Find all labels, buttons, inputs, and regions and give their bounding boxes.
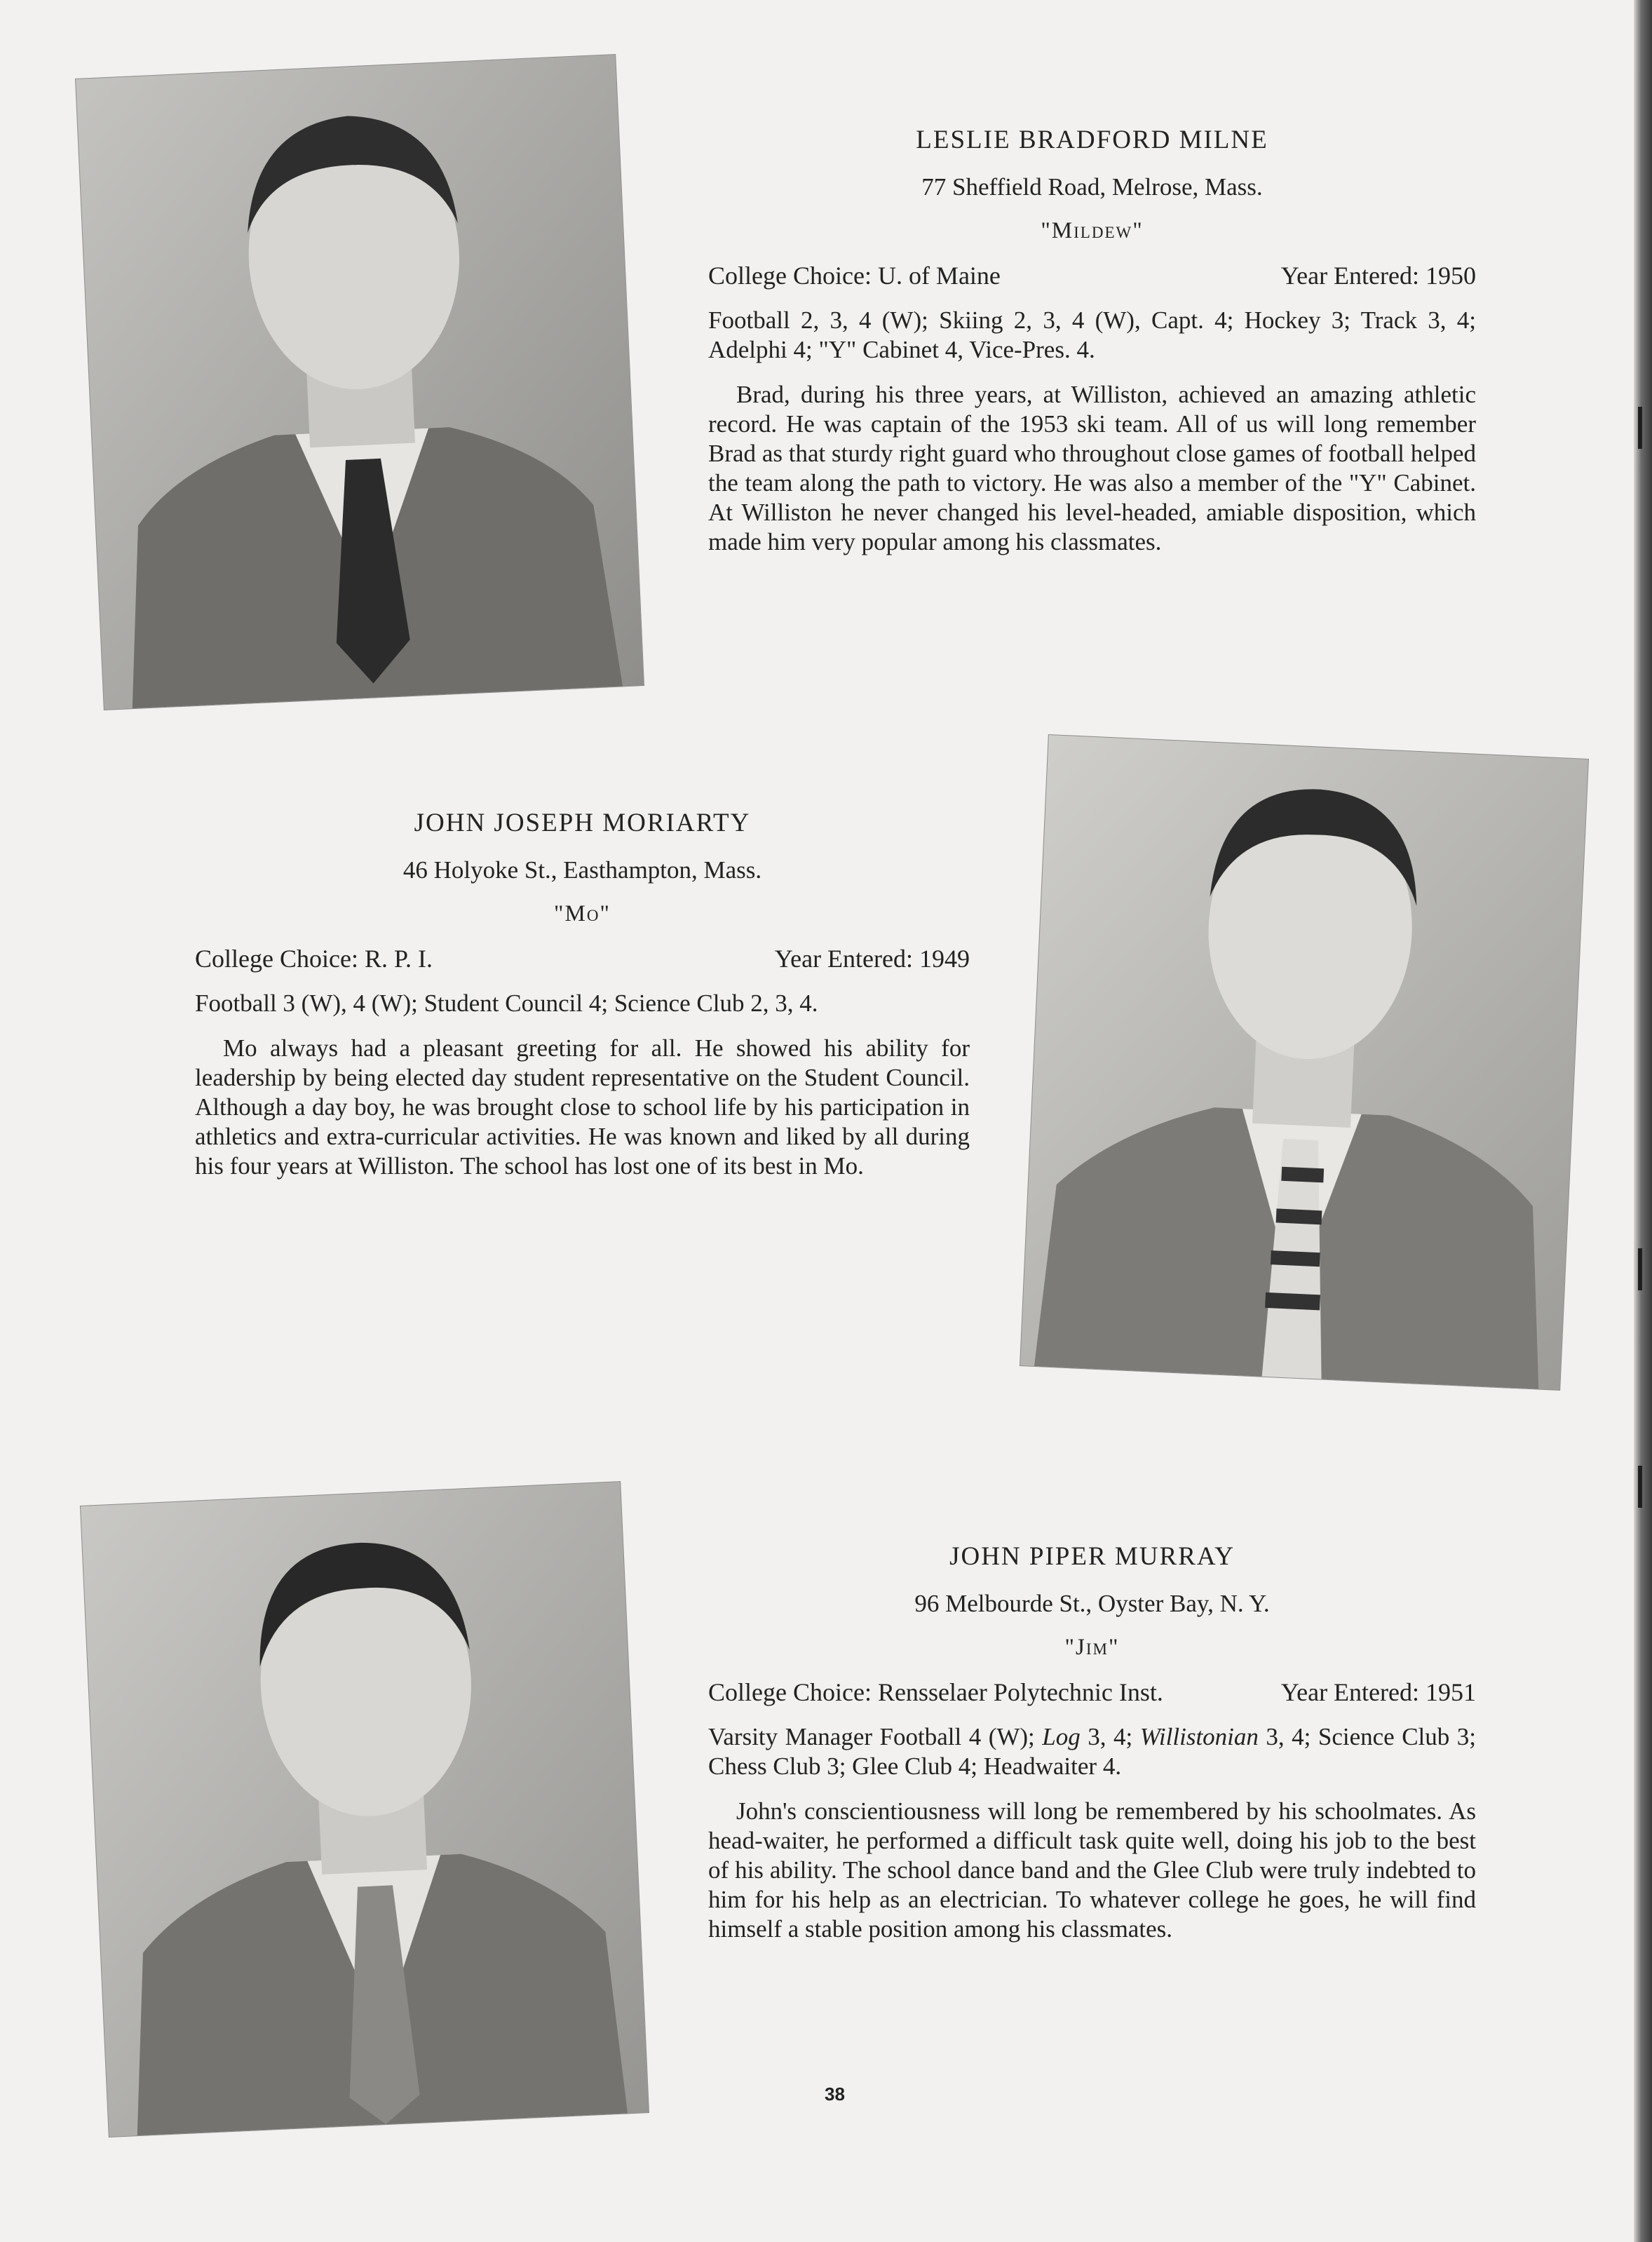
student-name: LESLIE BRADFORD MILNE	[916, 126, 1268, 154]
student-name: JOHN JOSEPH MORIARTY	[414, 809, 751, 837]
activities-text: 3, 4;	[1080, 1723, 1140, 1750]
student-activities: Football 3 (W), 4 (W); Student Council 4; Science Club 2, 3, 4.	[195, 990, 818, 1017]
student-name: JOHN PIPER MURRAY	[949, 1542, 1235, 1571]
activities-publication: Log	[1042, 1723, 1081, 1750]
student-nickname: "Mildew"	[1041, 218, 1144, 243]
activities-publication: Willistonian	[1139, 1723, 1259, 1750]
student-nickname: "Jim"	[1064, 1635, 1120, 1660]
student-bio: Mo always had a pleasant greeting for all. He showed his ability for leadership by being elected day student representative on the Student Council. Although a day boy, he was brought close to school life by his participation in athletics and extra-curricular activities. He was known and liked by all during his four years at Williston. The school has lost one of its best in Mo.	[195, 1034, 970, 1180]
activities-text: 3, 4; Science Club 3; Chess Club 3; Glee Club 4; Headwaiter 4.	[708, 1723, 1476, 1780]
student-entry-milne	[708, 125, 1476, 557]
college-info-row	[708, 1677, 1476, 1707]
student-address: 77 Sheffield Road, Melrose, Mass.	[921, 173, 1263, 201]
student-nickname: "Mo"	[554, 901, 611, 926]
student-entry-murray	[708, 1541, 1476, 1944]
year-entered: Year Entered: 1949	[774, 945, 970, 973]
binder-mark	[1638, 407, 1642, 449]
binder-edge	[1634, 0, 1652, 2242]
year-entered: Year Entered: 1951	[1280, 1678, 1476, 1706]
college-info-row	[195, 944, 970, 973]
college-info-row	[708, 261, 1476, 290]
student-activities	[708, 1722, 1476, 1781]
portrait-photo-moriarty	[1020, 735, 1588, 1390]
student-address: 46 Holyoke St., Easthampton, Mass.	[402, 856, 762, 884]
college-choice: College Choice: R. P. I.	[195, 945, 433, 973]
page-number: 38	[825, 2084, 845, 2105]
binder-mark	[1638, 1466, 1642, 1508]
activities-text: Varsity Manager Football 4 (W);	[708, 1723, 1043, 1750]
college-choice: College Choice: U. of Maine	[708, 262, 1001, 290]
student-bio: Brad, during his three years, at Williston, achieved an amazing athletic record. He was captain of the 1953 ski team. All of us will long remember Brad as that sturdy right guard who throughout close games of football helped the team along the path to victory. He was also a member of the "Y" Cabinet. At Williston he never changed his level-headed, amiable disposition, which made him very popular among his classmates.	[708, 381, 1476, 555]
college-choice: College Choice: Rensselaer Polytechnic Inst.	[708, 1678, 1163, 1706]
student-entry-moriarty	[195, 808, 970, 1181]
student-address: 96 Melbourde St., Oyster Bay, N. Y.	[914, 1590, 1270, 1617]
portrait-photo-murray	[81, 1482, 649, 2137]
year-entered: Year Entered: 1950	[1280, 262, 1476, 290]
student-activities: Football 2, 3, 4 (W); Skiing 2, 3, 4 (W), Capt. 4; Hockey 3; Track 3, 4; Adelphi 4; "Y" Cabinet 4, Vice-Pres. 4.	[708, 306, 1476, 363]
student-bio: John's conscientiousness will long be remembered by his schoolmates. As head-waiter, he performed a difficult task quite well, doing his job to the best of his ability. The school dance band and the Glee Club were truly indebted to him for his help as an electrician. To whatever college he goes, he will find himself a stable position among his classmates.	[708, 1797, 1476, 1943]
portrait-photo-milne	[76, 55, 644, 710]
binder-mark	[1638, 1248, 1642, 1290]
